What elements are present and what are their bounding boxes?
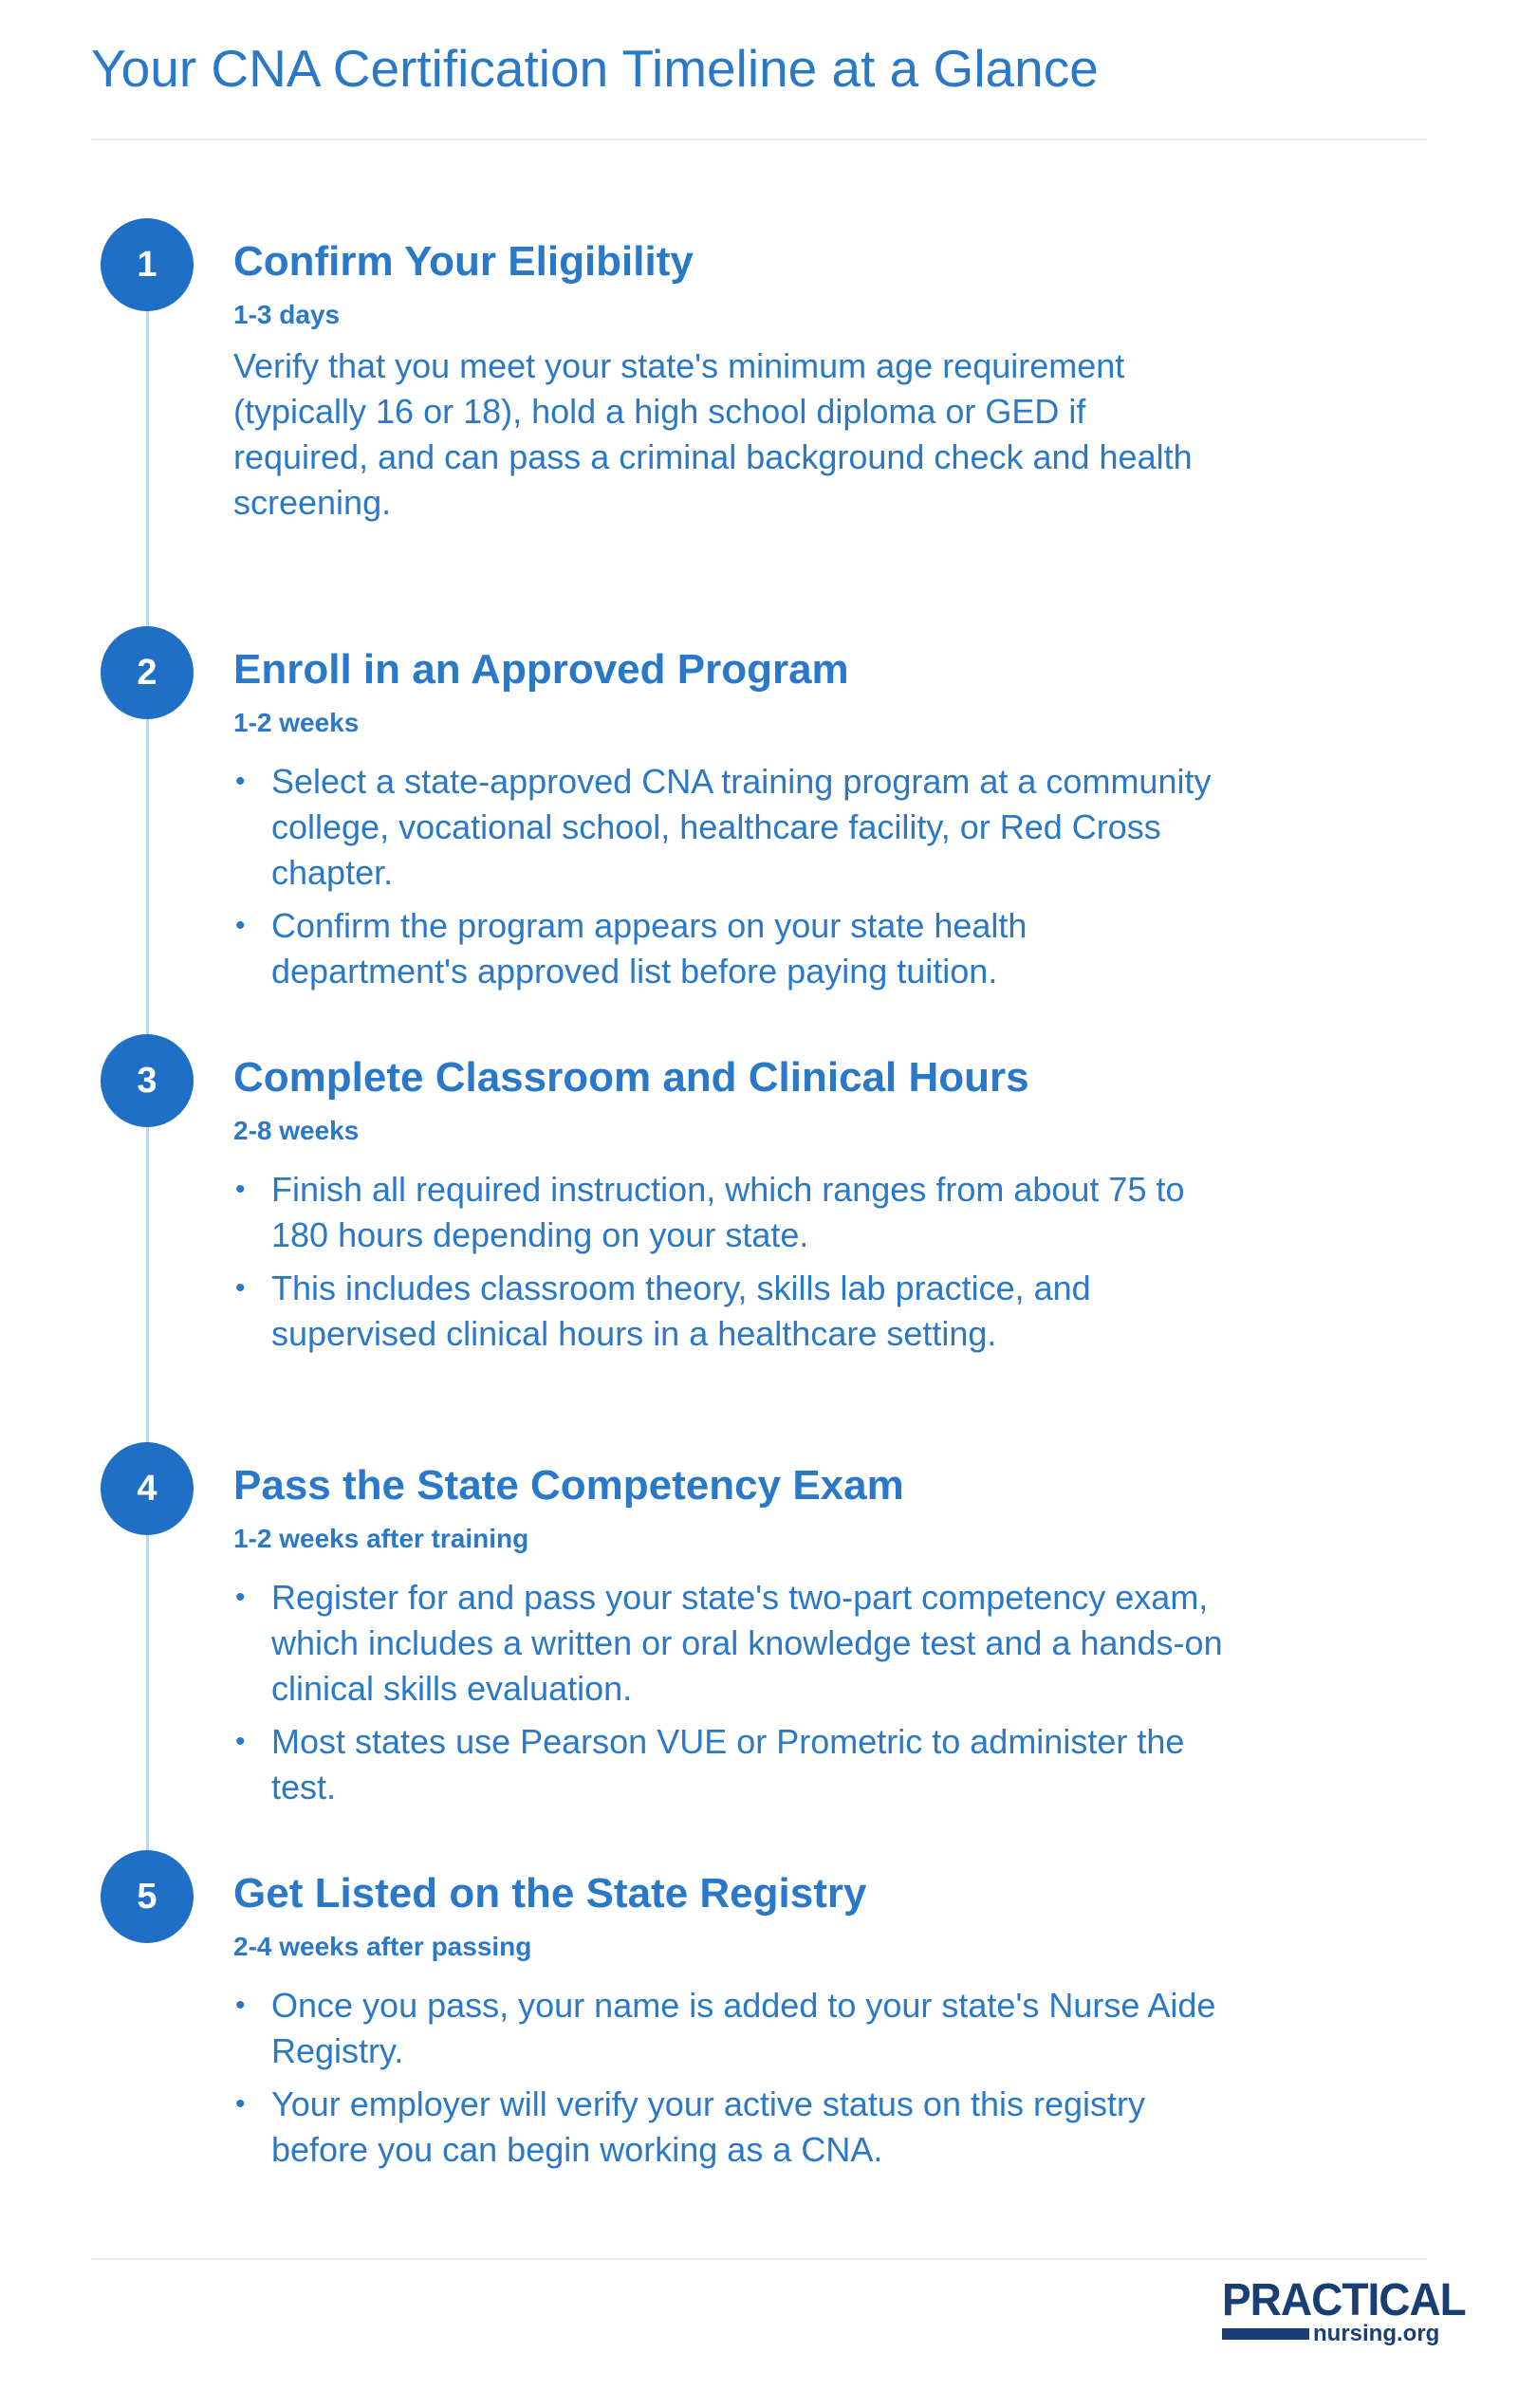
- step-bullet-list: [233, 1983, 1230, 2180]
- bullet-glyph: •: [235, 1726, 246, 1757]
- step-bullet-list: [233, 759, 1230, 1002]
- step-title: Confirm Your Eligibility: [233, 238, 694, 285]
- bullet-text: Select a state-approved CNA training program at a community college, vocational school, healthcare facility, or Red Cross chapter.: [271, 762, 1212, 892]
- bullet-text: Confirm the program appears on your state health department's approved list before paying tuition.: [271, 906, 1027, 991]
- bullet-text: Most states use Pearson VUE or Prometric to administer the test.: [271, 1722, 1185, 1806]
- bullet-item: [233, 1983, 1230, 2074]
- logo-domain: nursing.org: [1313, 2321, 1440, 2346]
- bullet-glyph: •: [235, 1582, 246, 1613]
- step-duration: 1-3 days: [233, 300, 341, 329]
- step-duration: 2-4 weeks after passing: [233, 1932, 532, 1961]
- bullet-item: [233, 759, 1230, 896]
- step-number-badge: 2: [101, 626, 194, 719]
- step-number-badge: 3: [101, 1034, 194, 1127]
- step-number-badge: 5: [101, 1850, 194, 1943]
- bullet-text: This includes classroom theory, skills lab practice, and supervised clinical hours in a healthcare setting.: [271, 1269, 1091, 1353]
- bullet-glyph: •: [235, 2088, 246, 2120]
- step-duration: 2-8 weeks: [233, 1116, 360, 1145]
- bullet-text: Register for and pass your state's two-part competency exam, which includes a written or oral knowledge test and a hands-on clinical skills evaluation.: [271, 1578, 1223, 1708]
- step-title: Pass the State Competency Exam: [233, 1462, 904, 1509]
- logo-wordmark: PRACTICAL: [1222, 2272, 1466, 2325]
- page-title: Your CNA Certification Timeline at a Glance: [91, 39, 1099, 98]
- practical-nursing-logo: [1222, 2272, 1466, 2353]
- step-title: Complete Classroom and Clinical Hours: [233, 1054, 1029, 1101]
- bullet-item: [233, 1719, 1230, 1810]
- top-divider: [91, 139, 1427, 140]
- bullet-text: Your employer will verify your active status on this registry before you can begin working as a CNA.: [271, 2084, 1146, 2169]
- step-number-badge: 1: [101, 218, 194, 311]
- bullet-glyph: •: [235, 1272, 246, 1304]
- bullet-glyph: •: [235, 1174, 246, 1205]
- bullet-item: [233, 1266, 1230, 1357]
- bullet-text: Finish all required instruction, which ranges from about 75 to 180 hours depending on your state.: [271, 1170, 1185, 1254]
- bullet-glyph: •: [235, 910, 246, 941]
- bullet-item: [233, 1575, 1230, 1712]
- step-title: Get Listed on the State Registry: [233, 1870, 867, 1917]
- step-description: Verify that you meet your state's minimum age requirement (typically 16 or 18), hold a high school diploma or GED if required, and can pass a criminal background check and health screening.: [233, 346, 1193, 522]
- step-bullet-list: [233, 1575, 1230, 1818]
- step-title: Enroll in an Approved Program: [233, 646, 849, 693]
- bullet-item: [233, 903, 1230, 994]
- step-number-badge: 4: [101, 1442, 194, 1535]
- bullet-item: [233, 1167, 1230, 1258]
- bullet-item: [233, 2082, 1230, 2173]
- step-duration: 1-2 weeks: [233, 708, 360, 737]
- bullet-glyph: •: [235, 1990, 246, 2021]
- logo-bar: [1222, 2328, 1309, 2340]
- bullet-text: Once you pass, your name is added to your state's Nurse Aide Registry.: [271, 1986, 1216, 2070]
- step-bullet-list: [233, 1167, 1230, 1364]
- step-duration: 1-2 weeks after training: [233, 1524, 529, 1553]
- bullet-glyph: •: [235, 766, 246, 797]
- bottom-divider: [91, 2258, 1427, 2260]
